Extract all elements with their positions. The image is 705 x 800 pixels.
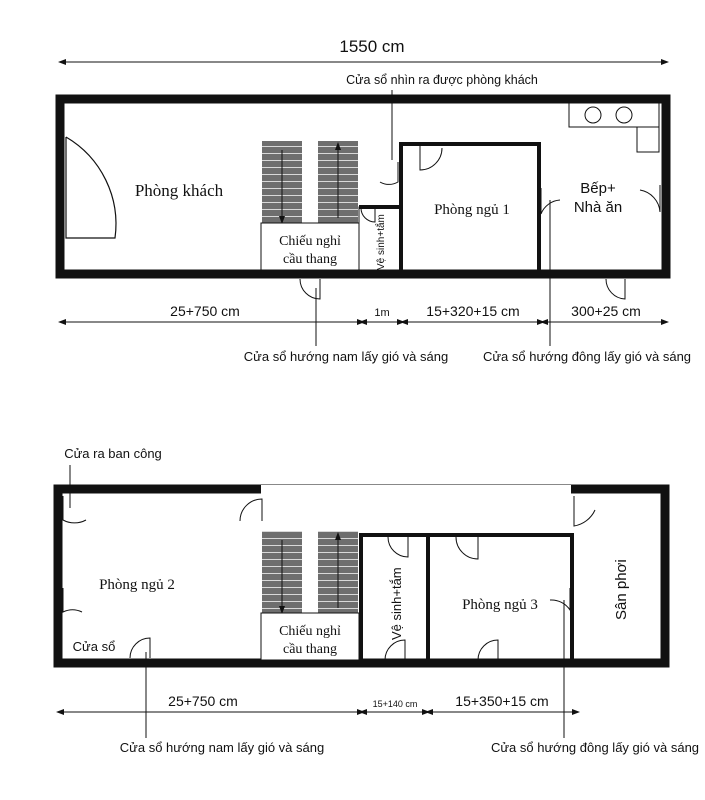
bedroom-2-window-icon — [63, 588, 82, 612]
floor-2-plan — [58, 446, 699, 755]
landing-label-2: cầu thang — [282, 252, 338, 267]
stove-burner-right-icon — [616, 107, 632, 123]
window-living-icon — [380, 162, 398, 184]
balcony-door-icon — [63, 496, 86, 523]
wc-2-window-icon — [385, 640, 405, 660]
bedroom-3-window-icon — [478, 640, 498, 660]
bedroom-3-door-icon — [456, 537, 478, 559]
south-window-2-label: Cửa sổ hướng nam lấy gió và sáng — [119, 740, 325, 755]
south-window-icon — [300, 279, 320, 299]
balcony-door-label: Cửa ra ban công — [64, 446, 162, 461]
bedroom-2-door-icon — [240, 499, 262, 521]
wc-door-icon — [361, 208, 375, 222]
total-dim-label: 1550 cm — [339, 37, 405, 56]
dim-label-d: 300+25 cm — [571, 303, 641, 319]
kitchen-label-2: Nhà ăn — [573, 199, 623, 216]
dim-label-b: 1m — [374, 307, 390, 319]
bedroom-1-label: Phòng ngủ 1 — [434, 202, 510, 218]
kitchen-side-door-icon — [640, 185, 660, 212]
wc-label: Vệ sinh+tắm — [376, 214, 387, 270]
dim-2-label-a: 25+750 cm — [168, 693, 238, 709]
floor-2-opening — [261, 485, 571, 494]
kitchen-counter — [569, 103, 659, 127]
back-window-icon — [606, 279, 625, 299]
landing-2-label-2: cầu thang — [282, 642, 338, 657]
drying-yard-door-icon — [574, 496, 595, 526]
east-window-label: Cửa sổ hướng đông lấy gió và sáng — [482, 349, 692, 364]
stove-burner-left-icon — [585, 107, 601, 123]
dim-2-label-c: 15+350+15 cm — [455, 693, 549, 709]
bedroom-1-door-icon — [420, 146, 442, 170]
drying-yard-label: Sân phơi — [613, 559, 630, 620]
landing-2-label-1: Chiếu nghỉ — [279, 624, 341, 639]
window-living-view-label: Cửa sổ nhìn ra được phòng khách — [346, 73, 538, 87]
living-room-label: Phòng khách — [134, 181, 224, 200]
main-door-icon — [66, 137, 116, 238]
floor-1-plan — [60, 37, 691, 364]
bedroom-3-label: Phòng ngủ 3 — [462, 597, 538, 613]
bedroom-3-east-door-icon — [550, 588, 570, 610]
bedroom-2-label: Phòng ngủ 2 — [99, 577, 175, 593]
landing-label-1: Chiếu nghỉ — [279, 234, 341, 249]
wc-2-door-icon — [388, 537, 408, 557]
dim-2-label-b: 15+140 cm — [372, 699, 418, 709]
east-window-2-label: Cửa sổ hướng đông lấy gió và sáng — [490, 740, 700, 755]
south-window-label: Cửa sổ hướng nam lấy gió và sáng — [243, 349, 449, 364]
dim-label-c: 15+320+15 cm — [426, 303, 520, 319]
bedroom-2-south-window-icon — [130, 638, 150, 658]
kitchen-cabinet — [637, 127, 659, 152]
dim-label-a: 25+750 cm — [170, 303, 240, 319]
kitchen-label-1: Bếp+ — [580, 180, 616, 197]
wc-2-label: Vệ sinh+tắm — [389, 567, 404, 640]
bedroom-2-window-label: Cửa sổ — [72, 639, 116, 654]
